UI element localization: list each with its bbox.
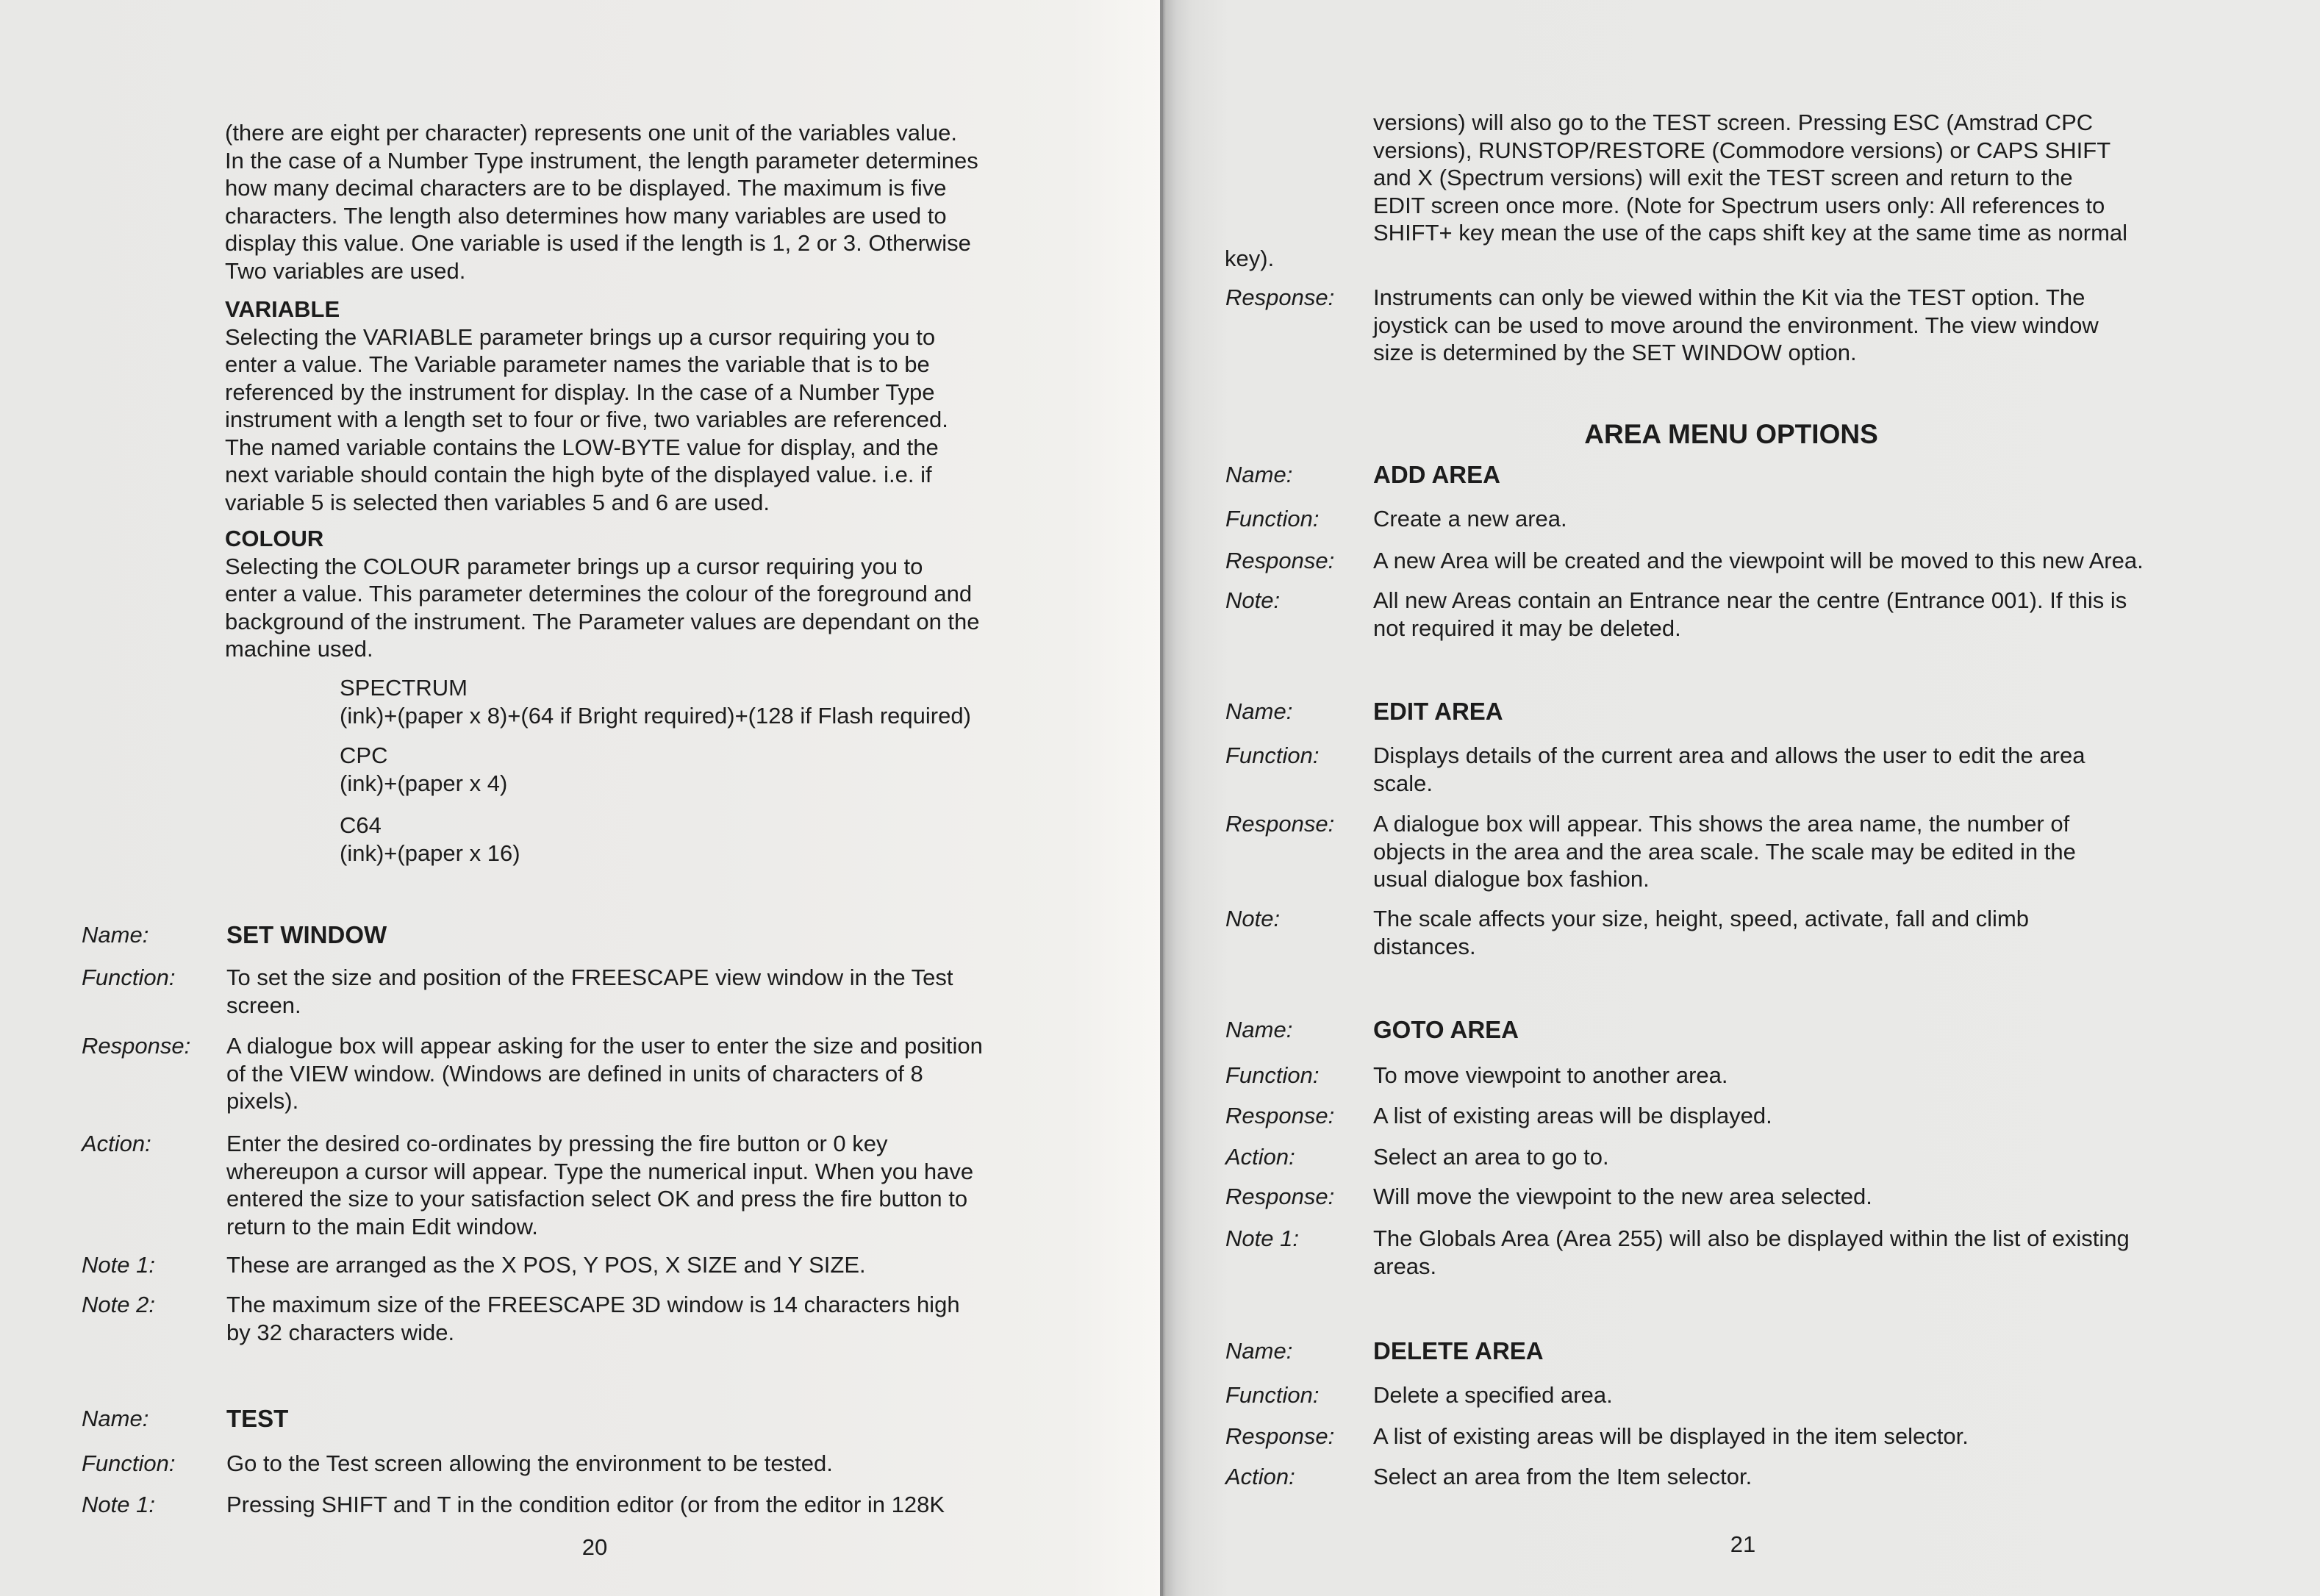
name-label: Name: [82,922,149,948]
test-continued [1373,109,2127,247]
note-label: Note: [1225,906,1281,931]
response-label: Response: [1225,1184,1335,1209]
option-name-goto-area: GOTO AREA [1373,1016,1519,1043]
machine-c64 [340,812,520,867]
delete-area-action: Select an area from the Item selector. [1373,1464,1752,1489]
action-label: Action: [1225,1464,1295,1489]
function-label: Function: [82,1450,176,1476]
machine-formula: (ink)+(paper x 8)+(64 if Bright required)+(128 if Flash required) [340,702,971,729]
goto-area-function: To move viewpoint to another area. [1373,1062,1728,1088]
colour-section [225,525,980,663]
function-label: Function: [1225,506,1320,532]
text-line: areas. [1373,1253,1437,1279]
set-window-note1 [226,1251,866,1279]
text-line: Instruments can only be viewed within the Kit via the TEST option. The [1373,285,2086,310]
text-line: next variable should contain the high byte of the displayed value. i.e. if [225,462,932,487]
text-line: Selecting the VARIABLE parameter brings up a cursor requiring you to [225,323,936,350]
text-line: instrument with a length set to four or five, two variables are referenced. [225,407,948,432]
text-line: not required it may be deleted. [1373,615,1681,641]
delete-area-response: A list of existing areas will be displayed in the item selector. [1373,1423,1969,1449]
name-label: Name: [1225,698,1293,724]
option-name-delete-area: DELETE AREA [1373,1337,1544,1364]
text-line: referenced by the instrument for display. In the case of a Number Type [225,379,935,405]
set-window-action [226,1130,973,1240]
text-line: objects in the area and the area scale. The scale may be edited in the [1373,838,2076,865]
text-line: All new Areas contain an Entrance near the centre (Entrance 001). If this is [1373,587,2127,613]
edit-area-response [1373,810,2076,893]
option-name-set-window: SET WINDOW [226,921,387,948]
response-label: Response: [82,1033,191,1059]
edit-area-function [1373,742,2085,797]
text-line: Displays details of the current area and allows the user to edit the area [1373,742,2086,768]
instrument-length-paragraph [225,119,978,285]
text-line: Two variables are used. [225,257,466,284]
response-label: Response: [1225,1103,1335,1128]
set-window-response [226,1032,983,1115]
colour-heading: COLOUR [225,526,324,551]
edit-area-note [1373,905,2029,960]
machine-formula: (ink)+(paper x 4) [340,770,508,796]
text-line: joystick can be used to move around the environment. The view window [1373,312,2099,338]
add-area-response: A new Area will be created and the viewpoint will be moved to this new Area. [1373,548,2144,573]
function-label: Function: [1225,1062,1320,1088]
machine-spectrum [340,674,971,729]
name-label: Name: [1225,1017,1293,1042]
text-line: how many decimal characters are to be displayed. The maximum is five [225,175,947,201]
option-name-test: TEST [226,1405,289,1432]
text-line: enter a value. The Variable parameter names the variable that is to be [225,351,930,377]
response-label: Response: [1225,548,1335,573]
text-line: These are arranged as the X POS, Y POS, X SIZE and Y SIZE. [226,1252,866,1278]
text-line: machine used. [225,636,373,662]
variable-section [225,296,948,516]
text-line: The named variable contains the LOW-BYTE value for display, and the [225,434,939,460]
text-line: background of the instrument. The Parameter values are dependant on the [225,608,980,634]
variable-heading: VARIABLE [225,296,340,322]
text-line: entered the size to your satisfaction select OK and press the fire button to [226,1186,968,1212]
text-line: distances. [1373,933,1476,959]
text-line: screen. [226,992,301,1018]
name-label: Name: [1225,1338,1293,1364]
text-line: whereupon a cursor will appear. Type the numerical input. When you have [226,1158,974,1184]
note1-label: Note 1: [82,1492,155,1517]
action-label: Action: [82,1131,151,1156]
name-label: Name: [1225,462,1293,487]
text-line: usual dialogue box fashion. [1373,866,1650,892]
text-line: SHIFT+ key mean the use of the caps shift key at the same time as normal [1373,220,2128,246]
text-line: To set the size and position of the FREESCAPE view window in the Test [226,965,953,990]
text-line: size is determined by the SET WINDOW option. [1373,340,1857,365]
text-line: In the case of a Number Type instrument, the length parameter determines [225,147,978,173]
text-line: variable 5 is selected then variables 5 and 6 are used. [225,489,770,515]
machine-formula: (ink)+(paper x 16) [340,840,520,866]
note2-label: Note 2: [82,1292,155,1317]
text-line: Enter the desired co-ordinates by pressing the fire button or 0 key [226,1131,888,1156]
function-label: Function: [82,965,176,990]
text-line: key). [1225,246,1275,271]
add-area-note [1373,587,2127,642]
note1-label: Note 1: [1225,1225,1299,1251]
response-label: Response: [1225,1423,1335,1449]
name-label: Name: [82,1406,149,1431]
goto-area-response: A list of existing areas will be displayed. [1373,1103,1772,1128]
text-line: characters. The length also determines how many variables are used to [225,202,947,229]
machine-name: C64 [340,812,382,838]
text-line: versions) will also go to the TEST screen. Pressing ESC (Amstrad CPC [1373,110,2094,135]
function-label: Function: [1225,1382,1320,1408]
option-name-edit-area: EDIT AREA [1373,698,1503,725]
text-line: pixels). [226,1088,299,1114]
goto-area-response2: Will move the viewpoint to the new area selected. [1373,1184,1872,1209]
machine-name: SPECTRUM [340,675,468,701]
goto-area-action: Select an area to go to. [1373,1144,1609,1170]
text-line: of the VIEW window. (Windows are defined in units of characters of 8 [226,1060,923,1087]
text-line: The scale affects your size, height, speed, activate, fall and climb [1373,906,2030,931]
page-number: 20 [581,1534,608,1560]
action-label: Action: [1225,1144,1295,1170]
text-line: A dialogue box will appear asking for the user to enter the size and position [226,1033,983,1059]
text-line: EDIT screen once more. (Note for Spectrum users only: All references to [1373,192,2105,218]
text-line: The maximum size of the FREESCAPE 3D window is 14 characters high [226,1292,960,1317]
machine-cpc [340,742,507,797]
note-label: Note: [1225,587,1281,613]
text-line: (there are eight per character) represents one unit of the variables value. [225,120,957,146]
goto-area-note1 [1373,1225,2130,1280]
text-line: return to the main Edit window. [226,1213,538,1239]
delete-area-function: Delete a specified area. [1373,1382,1613,1408]
function-label: Function: [1225,742,1320,768]
page-number: 21 [1730,1531,1756,1557]
test-response [1373,284,2099,367]
response-label: Response: [1225,811,1335,837]
text-line: A dialogue box will appear. This shows the area name, the number of [1373,811,2070,837]
note1-label: Note 1: [82,1252,155,1278]
text-line: The Globals Area (Area 255) will also be displayed within the list of existing [1373,1225,2130,1251]
page-right [1163,0,2320,1596]
add-area-function: Create a new area. [1373,506,1567,532]
text-line: scale. [1373,770,1433,796]
text-line: display this value. One variable is used if the length is 1, 2 or 3. Otherwise [225,230,971,256]
section-title: AREA MENU OPTIONS [1584,419,1878,449]
text-line: enter a value. This parameter determines the colour of the foreground and [225,581,973,606]
text-line: versions), RUNSTOP/RESTORE (Commodore versions) or CAPS SHIFT [1373,137,2111,163]
set-window-note2 [226,1291,960,1346]
test-function: Go to the Test screen allowing the environment to be tested. [226,1450,833,1476]
set-window-function [226,964,953,1019]
text-line: by 32 characters wide. [226,1319,455,1345]
response-label: Response: [1225,285,1335,310]
option-name-add-area: ADD AREA [1373,461,1500,488]
machine-name: CPC [340,742,388,768]
test-note1: Pressing SHIFT and T in the condition editor (or from the editor in 128K [226,1492,945,1517]
text-line: and X (Spectrum versions) will exit the TEST screen and return to the [1373,165,2073,190]
text-line: Selecting the COLOUR parameter brings up a cursor requiring you to [225,553,923,579]
